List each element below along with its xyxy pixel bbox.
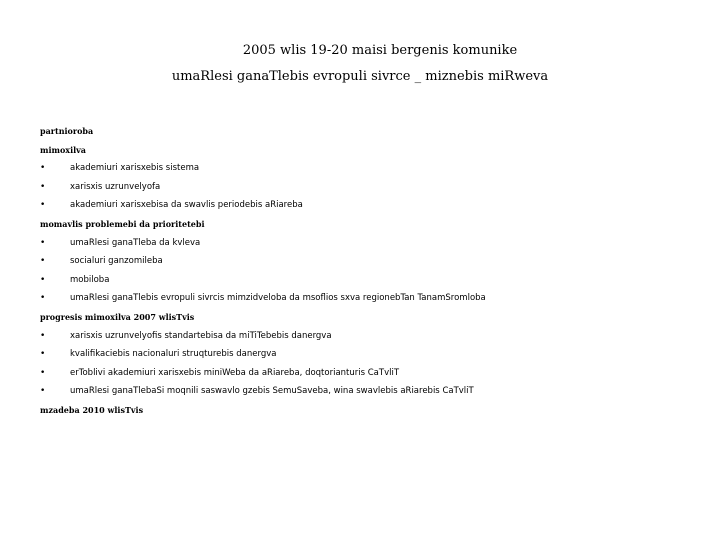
bullet-icon: • bbox=[40, 367, 46, 378]
list-item-text: xarisxis uzrunvelyofa bbox=[70, 181, 161, 192]
bullet-icon: • bbox=[40, 386, 46, 397]
bullet-icon: • bbox=[40, 274, 46, 285]
bullet-icon: • bbox=[40, 293, 46, 304]
list-item-text: akademiuri xarisxebis sistema bbox=[70, 163, 200, 174]
list-item-text: erToblivi akademiuri xarisxebis miniWeba da aRiareba, doqtorianturis CaTvliT bbox=[70, 367, 400, 378]
list-item-text: mobiloba bbox=[70, 274, 110, 285]
list-item bbox=[40, 364, 700, 383]
section-heading: mzadeba 2010 wlisTvis bbox=[40, 404, 144, 415]
list-item-text: kvalifikaciebis nacionaluri struqturebis danergva bbox=[70, 349, 277, 360]
list-item bbox=[40, 345, 700, 364]
list-item bbox=[40, 289, 700, 308]
section-heading: momavlis problemebi da prioritetebi bbox=[40, 218, 205, 229]
bullet-icon: • bbox=[40, 200, 46, 211]
bullet-icon: • bbox=[40, 256, 46, 267]
bullet-icon: • bbox=[40, 163, 46, 174]
list-item bbox=[40, 234, 700, 253]
list-item-text: umaRlesi ganaTlebis evropuli sivrcis mimzidveloba da msoflios sxva regionebTan TanamSromloba bbox=[70, 293, 486, 304]
title-line-1: 2005 wlis 19-20 maisi bergenis komunike bbox=[242, 43, 518, 58]
list-item bbox=[40, 159, 700, 178]
bullet-icon: • bbox=[40, 330, 46, 341]
bullet-icon: • bbox=[40, 181, 46, 192]
title-line-2: umaRlesi ganaTlebis evropuli sivrce _ miznebis miRweva bbox=[171, 69, 549, 84]
list-item-text: umaRlesi ganaTlebaSi moqnili saswavlo gzebis SemuSaveba, wina swavlebis aRiarebis CaTvliT bbox=[70, 386, 474, 397]
list-item bbox=[40, 327, 700, 346]
list-item bbox=[40, 271, 700, 290]
list-item-text: xarisxis uzrunvelyofis standartebisa da miTiTebebis danergva bbox=[70, 330, 332, 341]
bullet-icon: • bbox=[40, 349, 46, 360]
list-item-text: umaRlesi ganaTleba da kvleva bbox=[70, 237, 201, 248]
bullet-icon: • bbox=[40, 237, 46, 248]
section-heading: mimoxilva bbox=[40, 144, 86, 155]
document-body bbox=[40, 122, 700, 420]
list-item-text: akademiuri xarisxebisa da swavlis periodebis aRiareba bbox=[70, 200, 303, 211]
section-heading: progresis mimoxilva 2007 wlisTvis bbox=[40, 311, 195, 322]
list-item bbox=[40, 196, 700, 215]
list-item bbox=[40, 382, 700, 401]
document-title bbox=[0, 38, 720, 90]
list-item bbox=[40, 252, 700, 271]
list-item bbox=[40, 178, 700, 197]
section-heading: partnioroba bbox=[40, 126, 94, 136]
list-item-text: socialuri ganzomileba bbox=[70, 256, 163, 267]
